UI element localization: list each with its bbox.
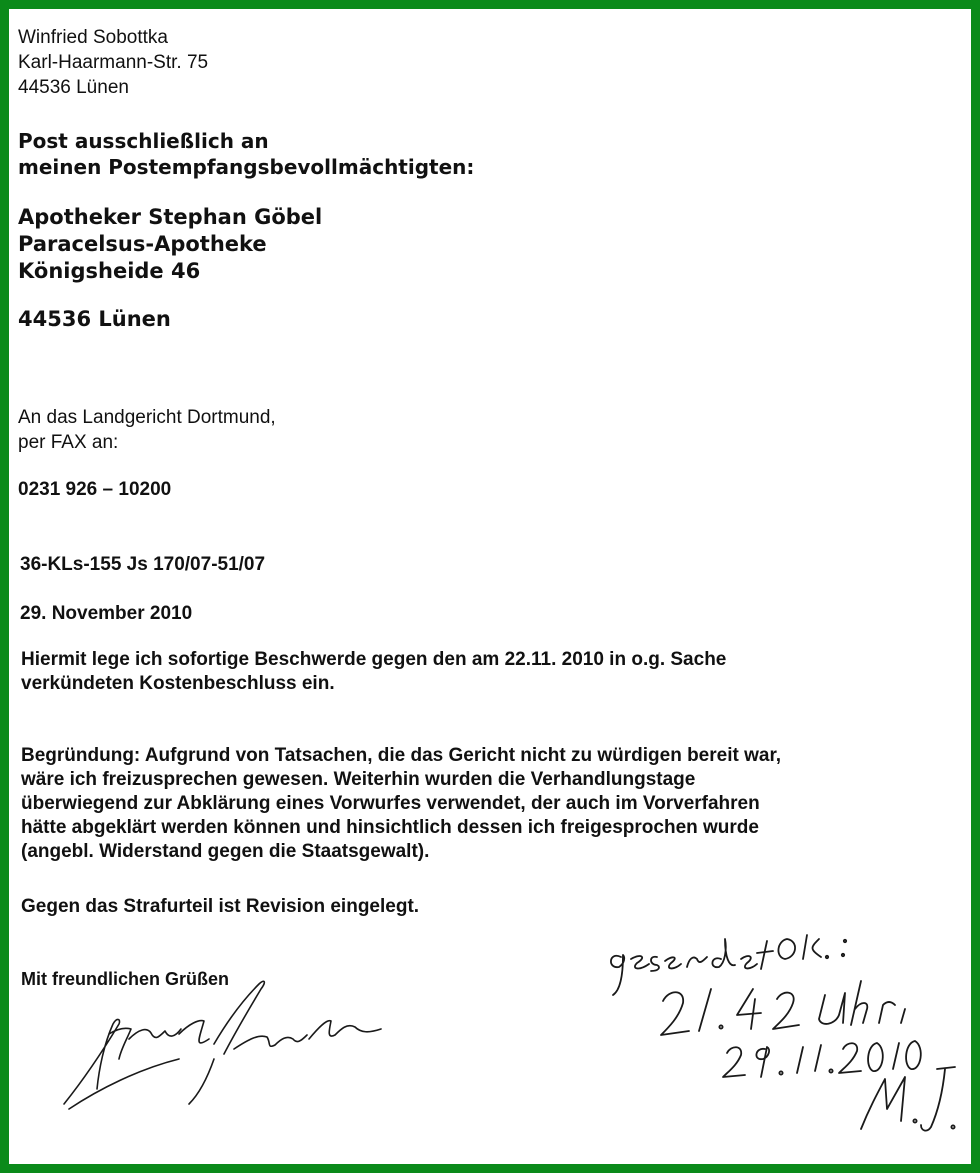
fax-number: 0231 926 – 10200	[18, 479, 172, 500]
body-line: überwiegend zur Abklärung eines Vorwurfes verwendet, der auch im Vorverfahren	[21, 793, 760, 814]
post-notice-line2: meinen Postempfangsbevollmächtigten:	[18, 155, 475, 179]
body-line: Begründung: Aufgrund von Tatsachen, die das Gericht nicht zu würdigen bereit war,	[21, 745, 782, 766]
representative-city: 44536 Lünen	[18, 307, 171, 331]
case-reference: 36-KLs-155 Js 170/07-51/07	[20, 554, 266, 575]
sender-city: 44536 Lünen	[18, 77, 129, 98]
letter-date: 29. November 2010	[20, 603, 193, 624]
sender-name: Winfried Sobottka	[18, 27, 168, 48]
body-line: verkündeten Kostenbeschluss ein.	[21, 673, 335, 694]
body-line: hätte abgeklärt werden können und hinsichtlich dessen ich freigesprochen wurde	[21, 817, 759, 838]
handwritten-note-drawing	[611, 935, 955, 1131]
body-paragraph-3: Gegen das Strafurteil ist Revision eingelegt.	[21, 896, 420, 917]
closing-greeting: Mit freundlichen Grüßen	[21, 969, 230, 989]
sender-street: Karl-Haarmann-Str. 75	[18, 52, 209, 73]
post-notice-line1: Post ausschließlich an	[18, 129, 269, 153]
body-line: wäre ich freizusprechen gewesen. Weiterhin wurden die Verhandlungstage	[21, 769, 696, 790]
handwriting-layer	[9, 9, 971, 1164]
signature-mark	[64, 981, 381, 1109]
body-line: Hiermit lege ich sofortige Beschwerde gegen den am 22.11. 2010 in o.g. Sache	[21, 649, 727, 670]
representative-business: Paracelsus-Apotheke	[18, 232, 267, 256]
body-line: (angebl. Widerstand gegen die Staatsgewalt).	[21, 841, 430, 862]
recipient-court: An das Landgericht Dortmund,	[18, 407, 276, 428]
representative-name: Apotheker Stephan Göbel	[18, 205, 323, 229]
representative-street: Königsheide 46	[18, 259, 201, 283]
recipient-fax-label: per FAX an:	[18, 432, 119, 453]
